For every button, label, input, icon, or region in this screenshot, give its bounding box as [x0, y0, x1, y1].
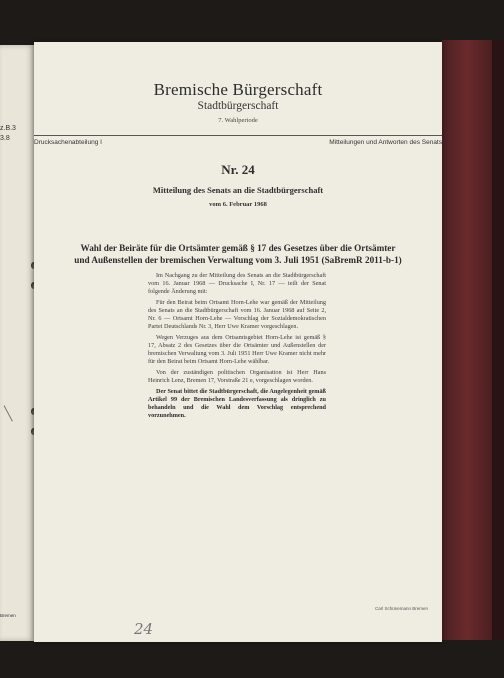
left-page-line-1: z.B.3 [0, 125, 16, 132]
left-page-footer: Bremen [0, 613, 16, 618]
handwritten-number: 24 [134, 620, 154, 638]
document-date: vom 6. Februar 1968 [209, 201, 267, 208]
printer-imprint: Carl Schünemann Bremen [374, 606, 428, 611]
left-page-stroke [4, 405, 13, 421]
left-page-line-2: 3.8 [0, 135, 10, 142]
paragraph-2: Für den Beirat beim Ortsamt Horn-Lehe war gemäß der Mitteilung des Senats an die Stadtbürgerschaft vom 16. Januar 1968 auf Seite 2, Nr. 6 — Ortsamt Horn-Lehe — Vorschlag der Sozialdemokratischen Partei Deutschlands Nr. 3, Herr Uwe Kramer vorgeschlagen. [148, 299, 326, 330]
heading-line-2: und Außenstellen der bremischen Verwaltung vom 3. Juli 1951 (SaBremR 2011-b-1) [74, 255, 402, 265]
section-label: Mitteilungen und Antworten des Senats [329, 139, 442, 146]
document-heading [34, 242, 442, 266]
paragraph-3: Wegen Verzuges aus dem Ortsamtsgebiet Horn-Lehe ist gemäß § 17, Absatz 2 des Gesetzes über die Ortsämter und Außenstellen der bremischen Verwaltung vom 3. Juli 1951 Herr Uwe Kramer nicht mehr für den Beirat beim Ortsamt Horn-Lehe wählbar. [148, 334, 326, 365]
header-rule [34, 135, 442, 136]
department-label: Drucksachenabteilung I [34, 139, 102, 146]
parliament-title: Bremische Bürgerschaft [153, 80, 323, 99]
parliament-subtitle: Stadtbürgerschaft [197, 100, 279, 112]
paragraph-1: Im Nachgang zu der Mitteilung des Senats an die Stadtbürgerschaft vom 16. Januar 1968 — Drucksache I, Nr. 17 — teilt der Senat folgende Änderung mit: [148, 272, 326, 295]
closing-request: Der Senat bittet die Stadtbürgerschaft, die Angelegenheit gemäß Artikel 99 der Bremischen Landesverfassung als dringlich zu behandeln und die Wahl dem Vorschlag entsprechend vorzunehmen. [148, 388, 326, 419]
left-page [0, 45, 34, 641]
document-body [148, 272, 326, 423]
paragraph-4: Von der zuständigen politischen Organisation ist Herr Hans Heinrich Lenz, Bremen 17, Vorstraße 21 e, vorgeschlagen worden. [148, 369, 326, 384]
document-page [34, 42, 442, 642]
document-number: Nr. 24 [221, 162, 255, 177]
document-title: Mitteilung des Senats an die Stadtbürgerschaft [152, 185, 324, 195]
legislative-period: 7. Wahlperiode [218, 117, 258, 124]
binder-spine [492, 40, 504, 640]
heading-line-1: Wahl der Beiräte für die Ortsämter gemäß § 17 des Gesetzes über die Ortsämter [80, 243, 396, 253]
